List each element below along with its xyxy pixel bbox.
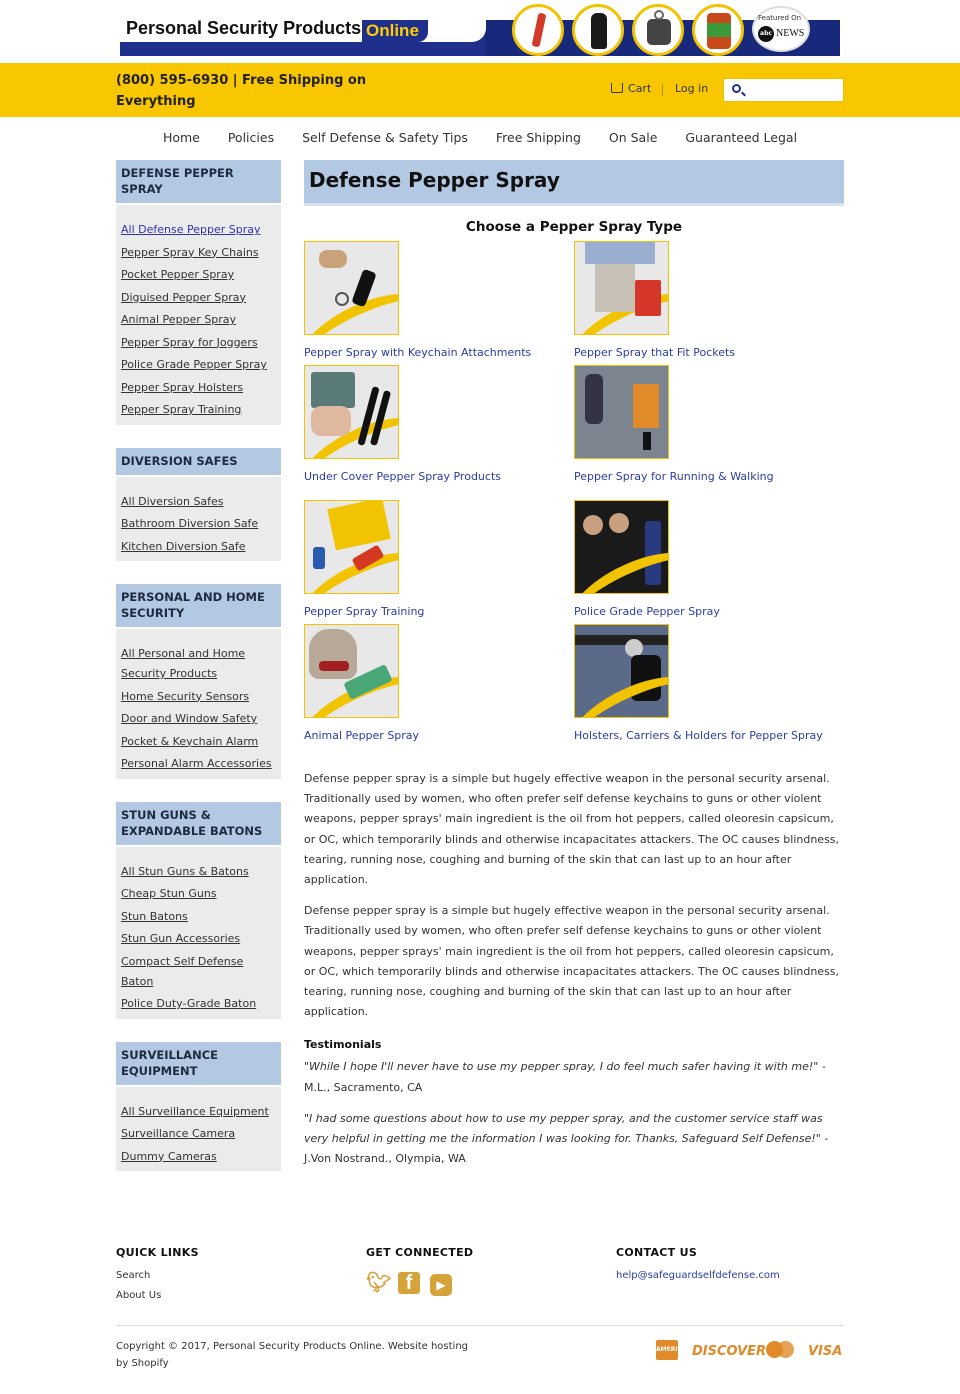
sidebar-link-list [116, 847, 281, 1019]
footer-heading: CONTACT US [616, 1246, 698, 1259]
sidebar-link[interactable]: Pepper Spray Holsters [121, 380, 244, 394]
product-card-keychain[interactable] [304, 241, 554, 359]
product-card-pocket[interactable] [574, 241, 824, 359]
testimonial-author: - J.Von Nostrand., Olympia, WA [304, 1132, 829, 1166]
nav-policies[interactable]: Policies [227, 130, 275, 145]
testimonial-quote: "I had some questions about how to use my pepper spray, and the customer service staff was very helpful in getting me the information I was looking for. Thanks, Safeguard Self Defense!" [304, 1111, 823, 1146]
sidebar-block-pepper-spray [116, 160, 281, 425]
product-card-holsters[interactable] [574, 624, 824, 742]
product-bubble-can-safe [692, 4, 744, 56]
product-caption[interactable]: Police Grade Pepper Spray [574, 605, 720, 618]
site-title: Personal Security Products [126, 18, 362, 38]
sidebar-link[interactable]: All Defense Pepper Spray [121, 223, 261, 236]
news-label: NEWS [776, 28, 805, 39]
sidebar-link[interactable]: Pepper Spray Key Chains [121, 245, 259, 259]
visa-icon: VISA [808, 1344, 843, 1359]
footer-divider [116, 1325, 844, 1326]
nav-guaranteed-legal[interactable]: Guaranteed Legal [685, 130, 798, 145]
product-caption[interactable]: Pepper Spray for Running & Walking [574, 470, 774, 483]
sidebar-link[interactable]: All Surveillance Equipment [121, 1104, 269, 1118]
testimonial-quote: "While I hope I'll never have to use my pepper spray, I do feel much safer having it with me!" [304, 1060, 819, 1074]
sidebar-link-list [116, 477, 281, 562]
abc-logo-icon: abc [758, 26, 774, 42]
product-card-running[interactable] [574, 365, 824, 483]
footer-contact [616, 1246, 780, 1283]
product-image-holsters[interactable] [574, 624, 669, 718]
sidebar-heading: STUN GUNS & EXPANDABLE BATONS [116, 802, 281, 847]
product-caption[interactable]: Pepper Spray with Keychain Attachments [304, 346, 532, 359]
sidebar-link[interactable]: Kitchen Diversion Safe [121, 539, 246, 553]
product-image-undercover[interactable] [304, 365, 399, 459]
top-bar [0, 63, 960, 117]
product-category-grid [304, 241, 844, 761]
sidebar [116, 160, 281, 1194]
site-title-accent: Online [362, 20, 428, 42]
sidebar-link-list [116, 629, 281, 779]
sidebar-link[interactable]: Bathroom Diversion Safe [121, 517, 259, 530]
facebook-icon[interactable]: f [398, 1272, 420, 1294]
sidebar-link[interactable]: Home Security Sensors [121, 689, 250, 703]
testimonial [304, 1109, 844, 1170]
description-paragraph: Defense pepper spray is a simple but hugely effective weapon in the personal security arsenal. Traditionally used by women, who often prefer self defense keychains to guns or other violent weapons, pepper sprays' main ingredient is the oil from hot peppers, called oleoresin capsicum, or OC, which temporarily blinds and otherwise incapacitates attackers. The OC causes blindness, tearing, running nose, coughing and burning of the skin that can last up to an hour after application. [304, 772, 840, 887]
sidebar-block-personal-home [116, 584, 281, 779]
sidebar-link[interactable]: Pocket Pepper Spray [121, 268, 235, 281]
testimonials-heading: Testimonials [304, 1038, 382, 1052]
sidebar-block-surveillance [116, 1042, 281, 1172]
sidebar-block-diversion-safes [116, 448, 281, 562]
search-box [723, 78, 844, 102]
product-caption[interactable]: Holsters, Carriers & Holders for Pepper Spray [574, 729, 823, 742]
sidebar-link[interactable]: Dummy Cameras [121, 1149, 217, 1163]
product-caption[interactable]: Animal Pepper Spray [304, 729, 420, 742]
login-link[interactable]: Log in [675, 82, 709, 95]
sidebar-block-stun-guns [116, 802, 281, 1019]
product-bubble-lipstick-spray [512, 4, 564, 56]
footer-quick-links [116, 1246, 199, 1303]
section-subtitle: Choose a Pepper Spray Type [465, 219, 683, 235]
product-caption[interactable]: Pepper Spray that Fit Pockets [574, 346, 736, 359]
footer-heading: GET CONNECTED [366, 1246, 474, 1259]
product-image-running[interactable] [574, 365, 669, 459]
sidebar-link[interactable]: Pepper Spray for Joggers [121, 335, 258, 349]
product-caption[interactable]: Pepper Spray Training [304, 605, 425, 618]
phone-shipping-notice: (800) 595-6930 | Free Shipping on Everything [116, 73, 367, 109]
testimonial [304, 1057, 844, 1097]
testimonial-author: - M.L., Sacramento, CA [304, 1060, 826, 1094]
sidebar-link[interactable]: All Diversion Safes [121, 494, 224, 508]
twitter-icon[interactable]: 🐦︎ [366, 1270, 392, 1294]
sidebar-link[interactable]: Door and Window Safety [121, 712, 258, 725]
product-bubble-stun-gun [572, 4, 624, 56]
contact-email-link[interactable]: help@safeguardselfdefense.com [616, 1270, 780, 1281]
sidebar-link[interactable]: Stun Gun Accessories [121, 932, 241, 945]
sidebar-link[interactable]: Pepper Spray Training [121, 403, 242, 416]
page-title: Defense Pepper Spray [304, 160, 844, 206]
nav-free-shipping[interactable]: Free Shipping [495, 130, 581, 145]
product-card-animal[interactable] [304, 624, 554, 742]
amex-icon: AMERICAN EXPRESS [656, 1340, 678, 1360]
product-image-keychain[interactable] [304, 241, 399, 335]
sidebar-heading: DIVERSION SAFES [116, 448, 281, 477]
sidebar-link[interactable]: Personal Alarm Accessories [121, 757, 272, 770]
sidebar-link-list [116, 1087, 281, 1172]
product-card-police[interactable] [574, 500, 824, 618]
sidebar-link[interactable]: Pocket & Keychain Alarm [121, 734, 259, 748]
featured-on-label: Featured On [758, 14, 802, 22]
product-card-training[interactable] [304, 500, 554, 618]
sidebar-link[interactable]: Compact Self Defense Baton [121, 954, 244, 988]
product-card-undercover[interactable] [304, 365, 554, 483]
sidebar-heading: SURVEILLANCE EQUIPMENT [116, 1042, 281, 1087]
product-image-police[interactable] [574, 500, 669, 594]
cart-label: Cart [628, 82, 652, 95]
sidebar-link[interactable]: All Stun Guns & Batons [121, 864, 249, 878]
featured-on-abc-news-badge [752, 6, 810, 52]
search-icon[interactable] [732, 84, 741, 93]
youtube-icon[interactable]: ▶ [430, 1274, 452, 1296]
main-nav [0, 127, 960, 151]
sidebar-link[interactable]: Surveillance Camera [121, 1127, 236, 1140]
site-logo-banner[interactable] [120, 4, 840, 56]
sidebar-link[interactable]: Diguised Pepper Spray [121, 290, 247, 304]
product-image-training[interactable] [304, 500, 399, 594]
sidebar-link[interactable]: Police Grade Pepper Spray [121, 358, 267, 371]
sidebar-link-list [116, 205, 281, 425]
sidebar-link[interactable]: Cheap Stun Guns [121, 887, 217, 900]
description [304, 769, 844, 1022]
sidebar-link[interactable]: All Personal and Home Security Products [121, 647, 246, 680]
footer-get-connected [366, 1246, 473, 1296]
header-banner [0, 0, 960, 63]
search-input[interactable] [748, 81, 840, 99]
sidebar-heading: PERSONAL AND HOME SECURITY [116, 584, 281, 629]
sidebar-link[interactable]: Police Duty-Grade Baton [121, 997, 257, 1010]
nav-home[interactable]: Home [162, 130, 200, 145]
nav-self-defense-tips[interactable]: Self Defense & Safety Tips [302, 130, 468, 145]
nav-on-sale[interactable]: On Sale [608, 130, 658, 145]
discover-icon: DISCOVER [692, 1344, 767, 1359]
sidebar-heading: DEFENSE PEPPER SPRAY [116, 160, 281, 205]
footer-heading: QUICK LINKS [116, 1246, 199, 1259]
product-bubble-alarm [632, 4, 684, 56]
topbar-separator [662, 84, 663, 96]
description-paragraph: Defense pepper spray is a simple but hugely effective weapon in the personal security arsenal. Traditionally used by women, who often prefer self defense keychains to guns or other violent weapons, pepper sprays' main ingredient is the oil from hot peppers, called oleoresin capsicum, or OC, which temporarily blinds and otherwise incapacitates attackers. The OC causes blindness, tearing, running nose, coughing and burning of the skin that can last up to an hour after application. [304, 904, 840, 1019]
cart-icon [611, 83, 623, 93]
product-caption[interactable]: Under Cover Pepper Spray Products [304, 470, 501, 483]
footer-link-search[interactable]: Search [116, 1270, 151, 1281]
mastercard-icon [766, 1341, 794, 1359]
sidebar-link[interactable]: Stun Batons [121, 909, 188, 923]
cart-link[interactable] [611, 82, 651, 95]
sidebar-link[interactable]: Animal Pepper Spray [121, 313, 237, 326]
footer-link-about[interactable]: About Us [116, 1290, 162, 1301]
product-image-animal[interactable] [304, 624, 399, 718]
main-content [304, 160, 844, 1180]
social-links [366, 1271, 473, 1296]
copyright: Copyright © 2017, Personal Security Products Online. Website hosting by Shopify [116, 1341, 469, 1369]
product-image-pocket[interactable] [574, 241, 669, 335]
